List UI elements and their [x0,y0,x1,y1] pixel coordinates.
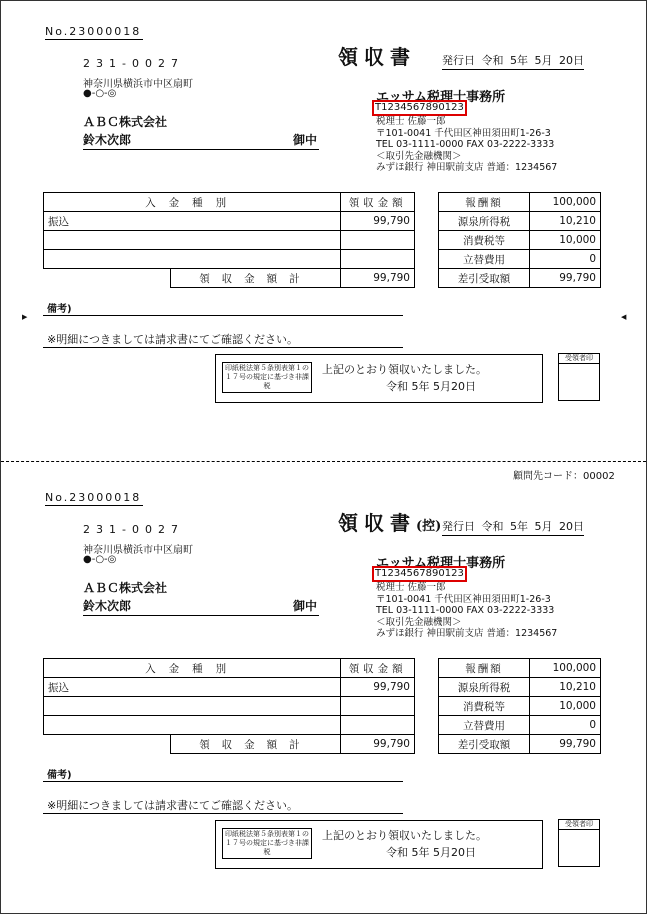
receipt-statement: 上記のとおり領収いたしました。 [322,829,487,842]
payment-amount-header: 領収金額 [341,193,415,212]
payment-type-cell: 振込 [44,212,341,231]
fee-value: 10,000 [530,231,601,250]
customer-underline [83,615,319,616]
fee-label: 差引受取額 [439,269,530,288]
table-row [44,678,415,697]
recipient-seal-box [558,819,600,867]
fee-value: 99,790 [530,269,601,288]
bank-heading: ＜取引先金融機関＞ [376,150,462,162]
payment-type-cell [44,250,341,269]
fee-value: 100,000 [530,659,601,678]
table-row [439,212,601,231]
payment-amount-cell [341,697,415,716]
remarks-line [43,315,403,316]
issuer-address: 〒101-0041 千代田区神田須田町1-26-3 [376,593,551,605]
receipt-confirmation-box [215,820,543,869]
recipient-seal-label: 受領者印 [559,354,599,364]
table-row [439,659,601,678]
payment-amount-cell [341,231,415,250]
customer-address: 神奈川県横浜市中区扇町 [83,79,193,90]
receipt-date: 令和 5年 5月20日 [386,380,476,393]
payment-table [43,658,415,754]
issuer-phone-fax: TEL 03-1111-0000 FAX 03-2222-3333 [376,139,555,150]
cut-mark-left-icon: ▶ [22,313,28,321]
customer-address: 神奈川県横浜市中区扇町 [83,545,193,556]
receipt-original [1,1,646,456]
payment-amount-header: 領収金額 [341,659,415,678]
payment-amount-cell: 99,790 [341,678,415,697]
fee-value: 99,790 [530,735,601,754]
registration-number: T1234567890123 [372,100,467,116]
receipt-date: 令和 5年 5月20日 [386,846,476,859]
stamp-tax-exemption: 印紙税法第５条別表第１の１７号の規定に基づき非課税 [222,362,312,393]
issuer-name: エッサム税理士事務所 [376,556,506,571]
table-row [44,212,415,231]
fee-label: 報酬額 [439,659,530,678]
fee-label: 源泉所得税 [439,678,530,697]
issuer-info [376,582,557,640]
receipt-title-copy-mark: (控) [416,519,442,534]
total-amount: 99,790 [341,269,415,288]
remarks-line [43,781,403,782]
receipt-title: 領収書(控) [338,511,442,535]
payment-type-header: 入金種別 [44,659,341,678]
customer-postal-code: 231-0027 [83,523,184,536]
table-row [439,250,601,269]
table-row [439,735,601,754]
table-row [44,716,415,735]
document-number: No.23000018 [45,491,142,504]
total-label: 領収金額計 [170,269,341,288]
issue-date: 発行日 令和 5年 5月 20日 [442,52,584,70]
fee-value: 100,000 [530,193,601,212]
total-blank [44,735,171,754]
receipt-title: 領収書 [338,45,416,69]
customer-person: 鈴木次郎 [83,133,132,147]
notice-text: ※明細につきましては請求書にてご確認ください。 [47,799,298,812]
receipt-statement: 上記のとおり領収いたしました。 [322,363,487,376]
issue-date: 発行日 令和 5年 5月 20日 [442,518,584,536]
honorific: 御中 [293,599,318,613]
fee-value: 10,210 [530,678,601,697]
fee-value: 10,210 [530,212,601,231]
customer-address-line2: ●-○-◎ [83,88,117,99]
table-row [44,250,415,269]
fee-label: 差引受取額 [439,735,530,754]
table-row [439,193,601,212]
customer-company: ＡＢＣ株式会社 [83,581,168,595]
table-row [439,678,601,697]
issuer-representative: 税理士 佐藤一郎 [376,116,446,127]
receipt-confirmation-box [215,354,543,403]
customer-person: 鈴木次郎 [83,599,132,613]
customer-address-line2: ●-○-◎ [83,554,117,565]
payment-amount-cell: 99,790 [341,212,415,231]
cut-line [1,461,646,462]
table-row [44,697,415,716]
total-amount: 99,790 [341,735,415,754]
issuer-name: エッサム税理士事務所 [376,90,506,105]
table-row [439,231,601,250]
notice-line [43,347,403,348]
payment-type-cell [44,716,341,735]
payment-type-cell: 振込 [44,678,341,697]
recipient-seal-label: 受領者印 [559,820,599,830]
issuer-representative: 税理士 佐藤一郎 [376,582,446,593]
bank-account: みずほ銀行 神田駅前支店 普通：1234567 [376,628,558,639]
notice-text: ※明細につきましては請求書にてご確認ください。 [47,333,298,346]
bank-account: みずほ銀行 神田駅前支店 普通：1234567 [376,162,558,173]
payment-type-header: 入金種別 [44,193,341,212]
fee-label: 報酬額 [439,193,530,212]
cut-mark-right-icon: ◀ [621,313,627,321]
fee-label: 源泉所得税 [439,212,530,231]
customer-postal-code: 231-0027 [83,57,184,70]
fee-value: 0 [530,250,601,269]
fee-label: 消費税等 [439,231,530,250]
payment-table [43,192,415,288]
customer-company: ＡＢＣ株式会社 [83,115,168,129]
fee-table [438,658,601,754]
client-code: 顧問先コード：00002 [513,471,615,482]
fee-value: 10,000 [530,697,601,716]
fee-label: 立替費用 [439,250,530,269]
recipient-seal-box [558,353,600,401]
payment-amount-cell [341,716,415,735]
stamp-tax-exemption: 印紙税法第５条別表第１の１７号の規定に基づき非課税 [222,828,312,859]
receipt-copy [1,467,646,922]
document-number: No.23000018 [45,25,142,38]
fee-label: 消費税等 [439,697,530,716]
issuer-info [376,116,557,174]
total-blank [44,269,171,288]
customer-underline [83,149,319,150]
bank-heading: ＜取引先金融機関＞ [376,616,462,628]
table-row [439,269,601,288]
remarks-label: 備考) [47,770,72,781]
table-row [439,697,601,716]
table-row [439,716,601,735]
fee-label: 立替費用 [439,716,530,735]
fee-table [438,192,601,288]
payment-amount-cell [341,250,415,269]
notice-line [43,813,403,814]
payment-type-cell [44,231,341,250]
remarks-label: 備考) [47,304,72,315]
table-row [44,231,415,250]
fee-value: 0 [530,716,601,735]
issuer-phone-fax: TEL 03-1111-0000 FAX 03-2222-3333 [376,605,555,616]
total-label: 領収金額計 [170,735,341,754]
payment-type-cell [44,697,341,716]
issuer-address: 〒101-0041 千代田区神田須田町1-26-3 [376,127,551,139]
registration-number: T1234567890123 [372,566,467,582]
honorific: 御中 [293,133,318,147]
